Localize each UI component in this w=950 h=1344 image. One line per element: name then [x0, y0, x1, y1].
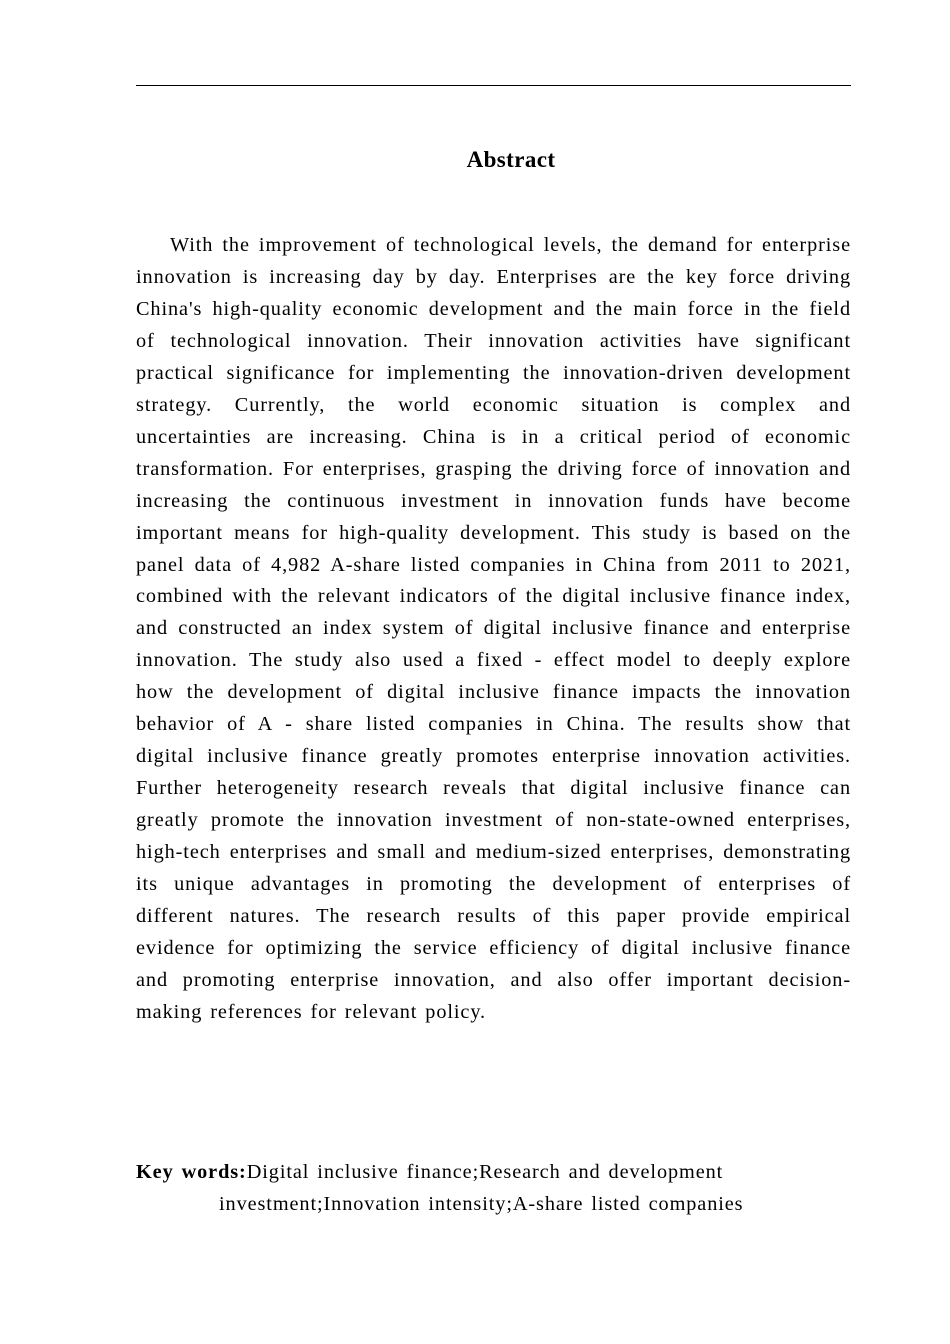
- keywords-label: Key words:: [136, 1161, 247, 1183]
- keywords-block: [136, 1156, 796, 1220]
- keywords-text-line-1: Digital inclusive finance;Research and development: [246, 1161, 724, 1183]
- keywords-line-1: [136, 1156, 796, 1188]
- abstract-title: Abstract: [466, 147, 556, 172]
- keywords-text-line-2: investment;Innovation intensity;A-share listed companies: [219, 1193, 744, 1215]
- header-rule: [136, 85, 851, 86]
- abstract-body: With the improvement of technological levels, the demand for enterprise innovation is increasing day by day. Enterprises are the key force driving China's high-quality economic development and the main force in the field of technological innovation. Their innovation activities have significant practical significance for implementing the innovation-driven development strategy. Currently, the world economic situation is complex and uncertainties are increasing. China is in a critical period of economic transformation. For enterprises, grasping the driving force of innovation and increasing the continuous investment in innovation funds have become important means for high-quality development. This study is based on the panel data of 4,982 A-share listed companies in China from 2011 to 2021, combined with the relevant indicators of the digital inclusive finance index, and constructed an index system of digital inclusive finance and enterprise innovation. The study also used a fixed - effect model to deeply explore how the development of digital inclusive finance impacts the innovation behavior of A - share listed companies in China. The results show that digital inclusive finance greatly promotes enterprise innovation activities. Further heterogeneity research reveals that digital inclusive finance can greatly promote the innovation investment of non-state-owned enterprises, high-tech enterprises and small and medium-sized enterprises, demonstrating its unique advantages in promoting the development of enterprises of different natures. The research results of this paper provide empirical evidence for optimizing the service efficiency of digital inclusive finance and promoting enterprise innovation, and also offer important decision-making references for relevant policy.: [136, 234, 851, 1023]
